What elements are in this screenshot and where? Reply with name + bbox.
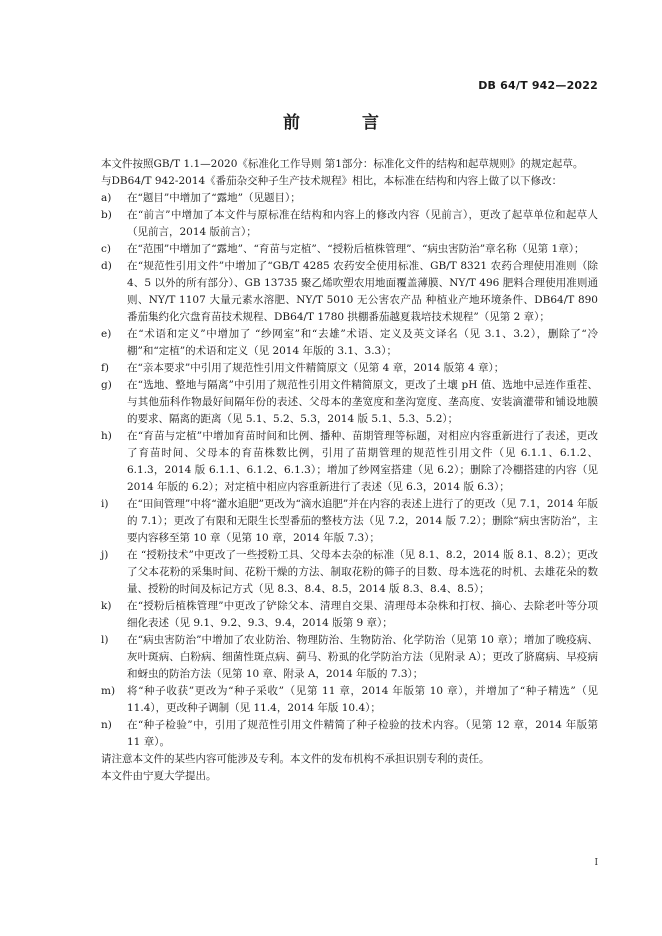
list-item [80,241,598,258]
list-item [80,428,598,496]
list-item-text: 在“规范性引用文件”中增加了“GB/T 4285 农药安全使用标准、GB/T 8321 农药合理使用准则（除 4、5 以外的所有部分）、GB 13735 聚乙烯吹塑农用地面覆盖薄膜、NY/T 496 肥料合理使用准则通则、NY/T 1107 大量元素水溶肥、NY/T 5010 无公害农产品 种植业产地环境条件、DB64/T 890 番茄集约化穴盘育苗技术规程、DB64/T 1780 拱棚番茄越夏栽培技术规程”（见第 2 章）； [127,260,598,323]
list-item-label: h) [101,430,112,442]
list-item-label: g) [101,379,112,391]
list-item-label: c) [101,243,111,255]
list-item [80,632,598,683]
closing-paragraph: 请注意本文件的某些内容可能涉及专利。本文件的发布机构不承担识别专利的责任。 [101,753,490,765]
intro-paragraph: 本文件按照GB/T 1.1—2020《标准化工作导则 第1部分：标准化文件的结构和起草规则》的规定起草。 [101,158,584,170]
list-item-text: 在“选地、整地与隔离”中引用了规范性引用文件精简原文，更改了土壤 pH 值、选地中忌连作重茬、与其他茄科作物最好间隔年份的表述、父母本的垄宽度和垄沟宽度、垄高度、安装滴灌带和铺设地膜的要求、隔离的距离（见 5.1、5.2、5.3，2014 版 5.1、5.3、5.2）； [127,379,598,425]
list-item-text: 在“范围”中增加了“露地”、“育苗与定植”、“授粉后植株管理”、“病虫害防治”章名称（见第 1章）； [127,243,585,255]
list-item-label: f) [101,362,109,374]
list-item [80,326,598,360]
list-item [80,377,598,428]
list-item [80,207,598,241]
list-item [80,683,598,717]
list-item-label: d) [101,260,112,272]
list-item-label: n) [101,719,112,731]
list-item-label: m) [101,685,116,697]
list-item [80,598,598,632]
list-item-label: l) [101,634,109,646]
list-item [80,258,598,326]
list-item [80,360,598,377]
page-title: 前 言 [283,113,407,133]
list-item-text: 在 “授粉技术”中更改了一些授粉工具、父母本去杂的标准（见 8.1、8.2，2014 版 8.1、8.2）；更改了父本花粉的采集时间、花粉干燥的方法、制取花粉的筛子的目数、母本选花的时机、去雄花朵的数量、授粉的时间及标记方式（见 8.3、8.4、8.5，2014 版 8.3、8.4、8.5）； [127,549,598,595]
standard-code: DB 64/T 942—2022 [478,79,598,92]
list-item-label: j) [101,549,109,561]
list-item [80,547,598,598]
list-item-text: 在“育苗与定植”中增加育苗时间和比例、播种、苗期管理等标题，对相应内容重新进行了表述，更改了育苗时间、父母本的育苗株数比例，引用了苗期管理的规范性引用文件（见 6.1.1、6.1.2、6.1.3，2014 版 6.1.1、6.1.2、6.1.3）；增加了纱网室搭建（见 6.2）；删除了冷棚搭建的内容（见 2014 年版的 6.2）；对定植中相应内容重新进行了表述（见 6.3，2014 版 6.3）； [127,430,598,493]
list-item-label: e) [101,328,112,340]
intro-paragraph: 与DB64/T 942-2014《番茄杂交种子生产技术规程》相比，本标准在结构和内容上做了以下修改： [101,175,563,187]
list-item-text: 在“田间管理”中将“灌水追肥”更改为“滴水追肥”并在内容的表述上进行了的更改（见 7.1，2014 年版的 7.1）；更改了有限和无限生长型番茄的整枝方法（见 7.2，2014 版 7.2）；删除“病虫害防治”，主要内容移至第 10 章（见第 10 章，2014 年版 7.3）； [127,498,598,544]
list-item-text: 在“病虫害防治”中增加了农业防治、物理防治、生物防治、化学防治（见第 10 章）；增加了晚疫病、灰叶斑病、白粉病、细菌性斑点病、蓟马、粉虱的化学防治方法（见附录 A）；更改了脐腐病、早疫病和蚜虫的防治方法（见第 10 章、附录 A，2014 年版的 7.3）； [127,634,598,680]
closing-paragraph: 本文件由宁夏大学提出。 [101,770,217,782]
page-number: I [594,858,598,868]
list-item [80,190,598,207]
list-item-text: 在“题目”中增加了“露地”（见题目）； [127,192,301,204]
list-item-text: 在“授粉后植株管理”中更改了铲除父本、清理自交果、清理母本杂株和打杈、摘心、去除老叶等分项细化表述（见 9.1、9.2、9.3、9.4，2014 版第 9 章）； [127,600,598,629]
list-item-text: 在“前言”中增加了本文件与原标准在结构和内容上的修改内容（见前言），更改了起草单位和起草人（见前言，2014 版前言）； [127,209,598,238]
list-item-label: a) [101,192,112,204]
list-item-label: k) [101,600,112,612]
list-item [80,717,598,751]
list-item-label: i) [101,498,109,510]
list-item-text: 在“术语和定义”中增加了 “纱网室”和“去雄”术语、定义及英文译名（见 3.1、3.2），删除了“冷棚”和“定植”的术语和定义（见 2014 年版的 3.1、3.3）； [127,328,598,357]
list-item-text: 将“种子收获”更改为“种子采收”（见第 11 章，2014 年版第 10 章），并增加了“种子精选”（见 11.4），更改种子调制（见 11.4，2014 年版 10.4）； [127,685,598,714]
foreword-body [80,156,598,785]
list-item [80,496,598,547]
list-item-label: b) [101,209,112,221]
list-item-text: 在“种子检验”中，引用了规范性引用文件精简了种子检验的技术内容。（见第 12 章，2014 年版第 11 章）。 [127,719,598,748]
list-item-text: 在“亲本要求”中引用了规范性引用文件精简原文（见第 4 章，2014 版第 4 章）； [127,362,505,374]
